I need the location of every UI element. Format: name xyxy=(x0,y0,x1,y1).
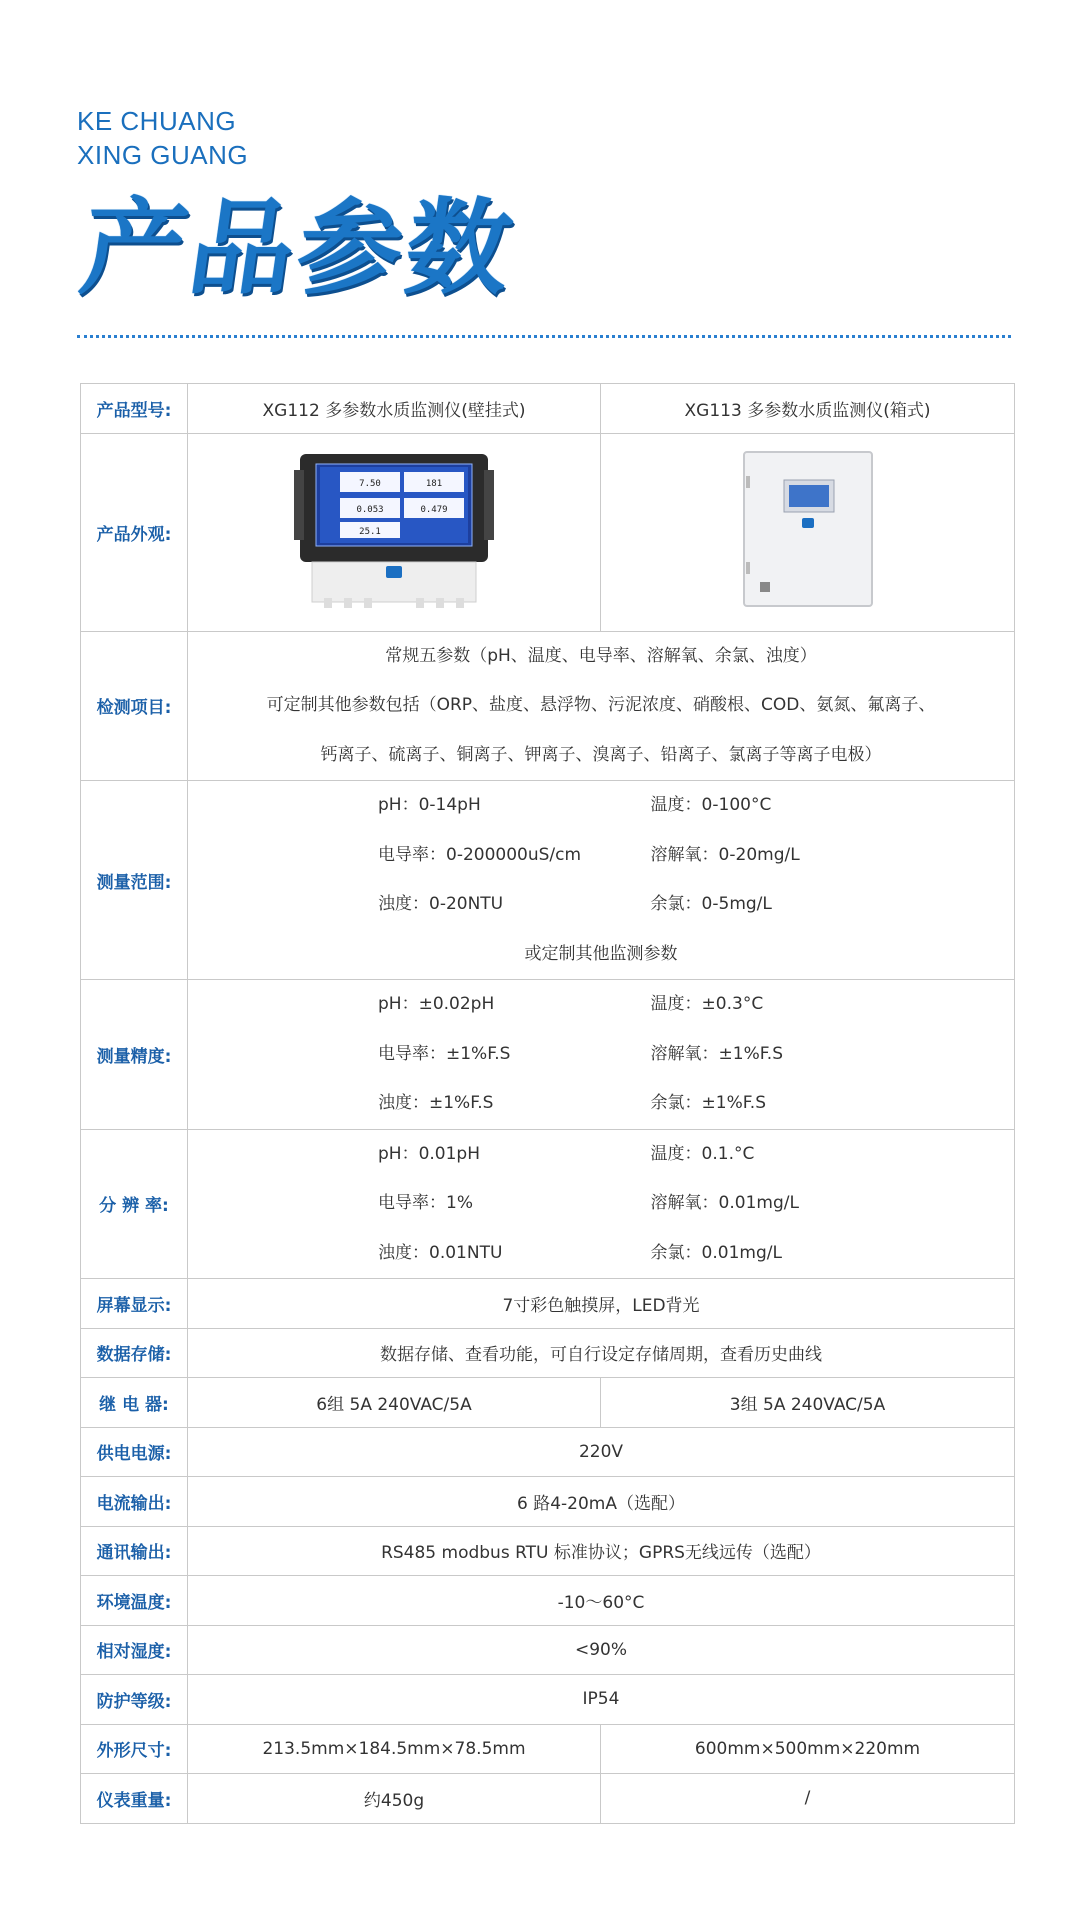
resolution-row xyxy=(188,1179,1014,1229)
spec-table xyxy=(80,383,1015,1824)
brand-line-2: XING GUANG xyxy=(77,140,249,170)
model-b: XG113 多参数水质监测仪(箱式) xyxy=(601,384,1015,434)
row-relay xyxy=(81,1378,1015,1428)
current-value: 6 路4-20mA（选配） xyxy=(188,1477,1015,1527)
precision-right: 溶解氧：±1%F.S xyxy=(650,1043,784,1064)
comm-value: RS485 modbus RTU 标准协议；GPRS无线远传（选配） xyxy=(188,1526,1015,1576)
row-label: 环境温度: xyxy=(81,1576,188,1626)
precision-left: pH：±0.02pH xyxy=(378,994,495,1014)
range-right: 溶解氧：0-20mg/L xyxy=(650,844,800,865)
row-power xyxy=(81,1427,1015,1477)
resolution-row xyxy=(188,1229,1014,1279)
row-label: 屏幕显示: xyxy=(81,1279,188,1329)
row-size xyxy=(81,1724,1015,1774)
size-b: 600mm×500mm×220mm xyxy=(601,1724,1015,1774)
svg-text:7.50: 7.50 xyxy=(359,478,381,489)
relay-a: 6组 5A 240VAC/5A xyxy=(188,1378,601,1428)
model-a: XG112 多参数水质监测仪(壁挂式) xyxy=(188,384,601,434)
resolution-right: 溶解氧：0.01mg/L xyxy=(650,1193,799,1213)
row-label: 供电电源: xyxy=(81,1427,188,1477)
row-storage xyxy=(81,1328,1015,1378)
resolution-right: 温度：0.1.°C xyxy=(650,1143,755,1164)
weight-a: 约450g xyxy=(188,1774,601,1824)
resolution-left: 电导率：1% xyxy=(378,1193,473,1213)
precision-left: 浊度：±1%F.S xyxy=(378,1093,494,1113)
row-comm xyxy=(81,1526,1015,1576)
box-device-image xyxy=(738,450,878,610)
precision-right: 余氯：±1%F.S xyxy=(650,1093,767,1113)
precision-row xyxy=(188,1079,1014,1129)
items-line: 钙离子、硫离子、铜离子、钾离子、溴离子、铅离子、氯离子等离子电极） xyxy=(320,744,882,765)
row-label: 仪表重量: xyxy=(81,1774,188,1824)
row-items xyxy=(81,631,1015,781)
row-label: 通讯输出: xyxy=(81,1526,188,1576)
svg-text:181: 181 xyxy=(425,478,443,489)
range-row xyxy=(188,781,1014,831)
row-current xyxy=(81,1477,1015,1527)
brand-line-1: KE CHUANG xyxy=(77,106,237,136)
range-right: 温度：0-100°C xyxy=(650,795,772,815)
range-row xyxy=(188,880,1014,930)
env-temp-value: -10～60°C xyxy=(188,1576,1015,1626)
row-label: 检测项目: xyxy=(81,631,188,781)
brand-text xyxy=(77,104,248,172)
range-note: 或定制其他监测参数 xyxy=(524,943,678,964)
range-row xyxy=(188,831,1014,881)
row-label: 产品外观: xyxy=(81,433,188,631)
device-b-image xyxy=(601,433,1015,631)
row-label: 测量精度: xyxy=(81,980,188,1130)
row-label: 电流输出: xyxy=(81,1477,188,1527)
relay-b: 3组 5A 240VAC/5A xyxy=(601,1378,1015,1428)
precision-row xyxy=(188,1030,1014,1080)
screen-value: 7寸彩色触摸屏，LED背光 xyxy=(188,1279,1015,1329)
row-label: 防护等级: xyxy=(81,1675,188,1725)
row-label: 相对湿度: xyxy=(81,1625,188,1675)
precision-left: 电导率：±1%F.S xyxy=(378,1043,511,1064)
size-a: 213.5mm×184.5mm×78.5mm xyxy=(188,1724,601,1774)
power-value: 220V xyxy=(188,1427,1015,1477)
protection-value: IP54 xyxy=(188,1675,1015,1725)
row-weight xyxy=(81,1774,1015,1824)
row-label: 产品型号: xyxy=(81,384,188,434)
resolution-left: pH：0.01pH xyxy=(378,1143,480,1164)
row-precision xyxy=(81,980,1015,1130)
range-left: 电导率：0-200000uS/cm xyxy=(378,844,582,865)
precision-row xyxy=(188,980,1014,1030)
row-range xyxy=(81,781,1015,980)
precision-right: 温度：±0.3°C xyxy=(650,994,764,1014)
row-screen xyxy=(81,1279,1015,1329)
row-label: 继 电 器: xyxy=(81,1378,188,1428)
dotted-divider xyxy=(77,335,1011,338)
wall-mount-device-image xyxy=(294,450,494,610)
resolution-right: 余氯：0.01mg/L xyxy=(650,1242,782,1263)
row-appearance xyxy=(81,433,1015,631)
svg-text:25.1: 25.1 xyxy=(359,526,381,537)
resolution-row xyxy=(188,1130,1014,1180)
svg-text:0.053: 0.053 xyxy=(356,504,384,515)
resolution-left: 浊度：0.01NTU xyxy=(378,1242,503,1263)
humidity-value: <90% xyxy=(188,1625,1015,1675)
row-resolution xyxy=(81,1129,1015,1279)
row-label: 数据存储: xyxy=(81,1328,188,1378)
items-line: 常规五参数（pH、温度、电导率、溶解氧、余氯、浊度） xyxy=(385,645,817,666)
storage-value: 数据存储、查看功能，可自行设定存储周期，查看历史曲线 xyxy=(188,1328,1015,1378)
range-right: 余氯：0-5mg/L xyxy=(650,894,772,914)
row-label: 测量范围: xyxy=(81,781,188,980)
row-model xyxy=(81,384,1015,434)
items-line: 可定制其他参数包括（ORP、盐度、悬浮物、污泥浓度、硝酸根、COD、氨氮、氟离子、 xyxy=(266,695,936,715)
device-a-image xyxy=(188,433,601,631)
row-humidity xyxy=(81,1625,1015,1675)
row-protection xyxy=(81,1675,1015,1725)
row-label: 外形尺寸: xyxy=(81,1724,188,1774)
range-left: 浊度：0-20NTU xyxy=(378,894,504,914)
weight-b: / xyxy=(601,1774,1015,1824)
row-env-temp xyxy=(81,1576,1015,1626)
row-label: 分 辨 率: xyxy=(81,1129,188,1279)
svg-text:0.479: 0.479 xyxy=(420,504,448,515)
page-title: 产品参数 xyxy=(73,186,524,309)
range-left: pH：0-14pH xyxy=(378,795,481,815)
